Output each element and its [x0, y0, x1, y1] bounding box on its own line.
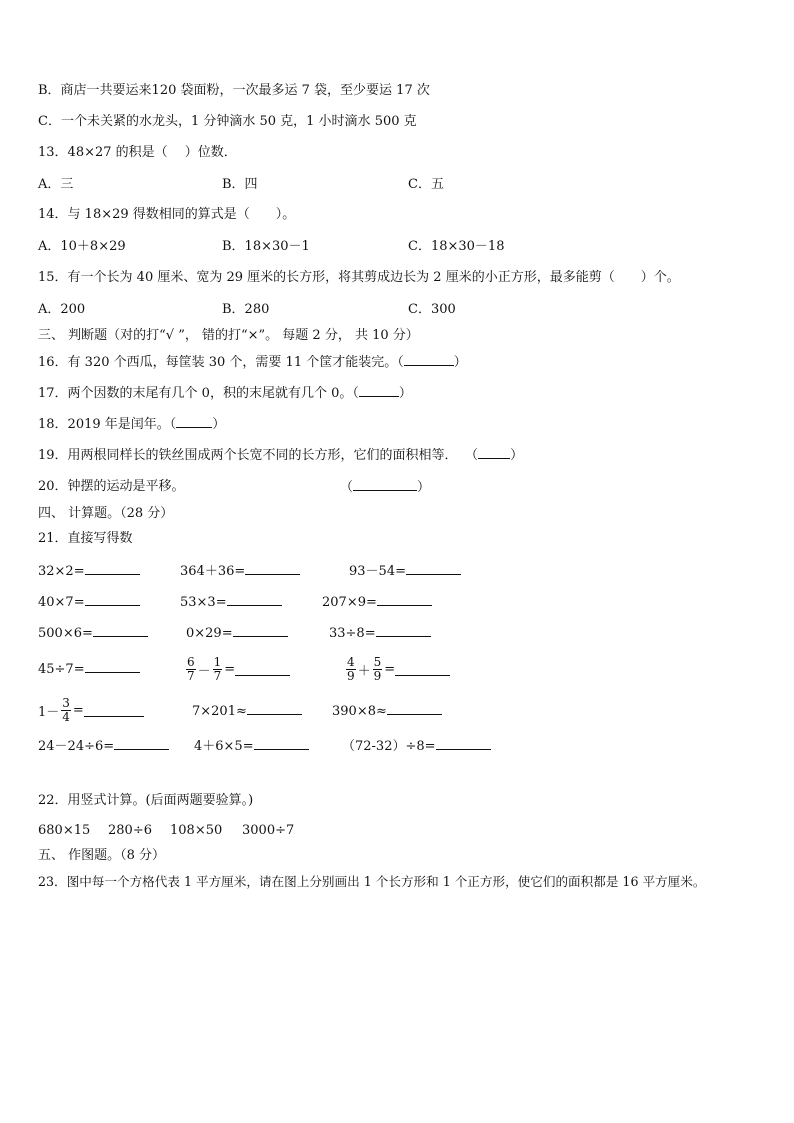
- question-21: 21．直接写得数: [38, 531, 133, 546]
- answer-blank[interactable]: [387, 702, 442, 715]
- denominator: 4: [62, 709, 70, 724]
- answer-blank[interactable]: [377, 593, 432, 606]
- paren-open: （: [397, 355, 404, 370]
- q15-option-b: B．280: [222, 302, 270, 317]
- fraction: [373, 656, 383, 683]
- calc-item: [38, 593, 140, 612]
- fraction: [186, 656, 196, 683]
- section-3-heading: 三、 判断题（对的打“√ ”， 错的打“×”。 每题 2 分， 共 10 分）: [38, 328, 419, 343]
- section-5-heading: 五、 作图题。（8 分）: [38, 848, 166, 863]
- paren-close: ）: [212, 417, 226, 432]
- q20-text: 20．钟摆的运动是平移。: [38, 479, 185, 494]
- denominator: 7: [187, 668, 195, 683]
- calc-item: [186, 624, 288, 643]
- calc-expression: 24－24÷6=: [38, 739, 115, 754]
- calc-expression: 364＋36=: [180, 564, 246, 579]
- question-16: [38, 353, 467, 372]
- calc-expression: 40×7=: [38, 595, 85, 610]
- equals: =: [72, 702, 84, 718]
- question-20: [38, 478, 185, 496]
- calc-expression: 45÷7=: [38, 662, 85, 677]
- operator: －: [197, 663, 211, 679]
- q22-item: 108×50: [170, 823, 223, 838]
- q22-item: 680×15: [38, 823, 91, 838]
- question-17: [38, 384, 412, 403]
- paren-close: ）: [453, 355, 467, 370]
- fraction: [346, 656, 356, 683]
- question-15: 15．有一个长为 40 厘米、宽为 29 厘米的长方形，将其剪成边长为 2 厘米的小正方形，最多能剪（ ）个。: [38, 270, 680, 285]
- answer-blank[interactable]: [85, 660, 140, 673]
- q17-answer-blank[interactable]: [359, 384, 399, 397]
- answer-blank[interactable]: [235, 663, 290, 676]
- calc-item: [192, 702, 302, 721]
- q18-answer-paren[interactable]: [170, 417, 226, 432]
- calc-item: [194, 737, 309, 756]
- calc-expression: 390×8≈: [332, 704, 387, 719]
- question-13: 13．48×27 的积是（ ）位数．: [38, 145, 237, 160]
- answer-blank[interactable]: [114, 737, 169, 750]
- answer-blank[interactable]: [436, 737, 491, 750]
- calc-expression: （72-32）÷8=: [342, 739, 436, 754]
- q19-answer-blank[interactable]: [478, 446, 510, 459]
- q14-option-a: A．10＋8×29: [38, 239, 126, 254]
- answer-blank[interactable]: [247, 702, 302, 715]
- calc-item-fraction-subtract: [184, 652, 290, 686]
- paren-open: （: [340, 480, 354, 495]
- q17-text: 17．两个因数的末尾有几个 0，积的末尾就有几个 0。: [38, 386, 353, 401]
- q17-answer-paren[interactable]: [352, 386, 412, 401]
- calc-item: [349, 562, 461, 581]
- answer-blank[interactable]: [227, 593, 282, 606]
- numerator: 4: [347, 654, 355, 669]
- calc-expression: 1－: [38, 704, 60, 720]
- q22-item: 280÷6: [108, 823, 152, 838]
- answer-blank[interactable]: [233, 624, 288, 637]
- question-23: 23．图中每一个方格代表 1 平方厘米，请在图上分别画出 1 个长方形和 1 个正方形，使它们的面积都是 16 平方厘米。: [38, 874, 706, 889]
- calc-item: [180, 593, 282, 612]
- q15-option-a: A．200: [38, 302, 86, 317]
- answer-blank[interactable]: [406, 562, 461, 575]
- q20-answer-paren[interactable]: [340, 478, 430, 497]
- q13-option-b: B．四: [222, 177, 258, 192]
- calc-item: [180, 562, 300, 581]
- denominator: 7: [213, 668, 222, 683]
- numerator: 5: [373, 654, 382, 669]
- calc-item: [38, 624, 148, 643]
- paren-close: ）: [417, 480, 431, 495]
- q19-text: 19．用两根同样长的铁丝围成两个长宽不同的长方形，它们的面积相等．: [38, 448, 458, 463]
- operator: ＋: [357, 663, 371, 679]
- calc-item-one-minus-fraction: [38, 693, 144, 727]
- option-b-line: B．商店一共要运来120 袋面粉，一次最多运 7 袋，至少要运 17 次: [38, 83, 430, 98]
- calc-expression: 0×29=: [186, 626, 233, 641]
- answer-blank[interactable]: [245, 562, 300, 575]
- question-19: [38, 446, 523, 465]
- q16-answer-paren[interactable]: [397, 355, 467, 370]
- numerator: 1: [213, 654, 222, 669]
- q14-option-c: C．18×30－18: [408, 239, 505, 254]
- q16-answer-blank[interactable]: [404, 353, 454, 366]
- option-c-line: C．一个未关紧的水龙头，1 分钟滴水 50 克，1 小时滴水 500 克: [38, 114, 417, 129]
- calc-expression: 33÷8=: [329, 626, 376, 641]
- calc-item: [322, 593, 432, 612]
- answer-blank[interactable]: [85, 562, 140, 575]
- q15-option-c: C．300: [408, 302, 456, 317]
- q14-option-b: B．18×30－1: [222, 239, 310, 254]
- paren-open: （: [352, 386, 359, 401]
- calc-expression: 7×201≈: [192, 704, 247, 719]
- section-4-heading: 四、 计算题。（28 分）: [38, 506, 174, 521]
- answer-blank[interactable]: [254, 737, 309, 750]
- calc-expression: 207×9=: [322, 595, 377, 610]
- q13-option-a: A．三: [38, 177, 74, 192]
- question-14: 14．与 18×29 得数相同的算式是（ ）。: [38, 207, 296, 222]
- calc-item: [332, 702, 442, 721]
- question-18: [38, 415, 225, 434]
- calc-item: [38, 562, 140, 581]
- calc-expression: 93－54=: [349, 564, 406, 579]
- answer-blank[interactable]: [376, 624, 431, 637]
- numerator: 3: [62, 695, 70, 710]
- q22-item: 3000÷7: [242, 823, 295, 838]
- q18-text: 18．2019 年是闰年。: [38, 417, 170, 432]
- numerator: 6: [187, 654, 195, 669]
- question-22: 22．用竖式计算。(后面两题要验算。): [38, 793, 254, 808]
- calc-expression: 32×2=: [38, 564, 85, 579]
- calc-item: [38, 660, 140, 679]
- q20-answer-blank[interactable]: [353, 478, 417, 491]
- calc-item: [342, 737, 491, 756]
- fraction: [61, 697, 71, 724]
- q19-answer-paren[interactable]: [472, 448, 524, 463]
- paren-open: （: [471, 448, 479, 463]
- calc-item: [38, 737, 169, 756]
- q18-answer-blank[interactable]: [176, 415, 212, 428]
- calc-item-fraction-add: [344, 652, 450, 686]
- q13-option-c: C．五: [408, 177, 444, 192]
- denominator: 9: [373, 668, 382, 683]
- answer-blank[interactable]: [93, 624, 148, 637]
- equals: =: [384, 661, 396, 677]
- calc-expression: 500×6=: [38, 626, 93, 641]
- calc-item: [329, 624, 431, 643]
- q16-text: 16．有 320 个西瓜，每筐装 30 个，需要 11 个筐才能装完。: [38, 355, 398, 370]
- paren-open: （: [169, 417, 177, 432]
- paren-close: ）: [510, 448, 524, 463]
- equals: =: [224, 661, 236, 677]
- answer-blank[interactable]: [84, 704, 144, 717]
- calc-expression: 4＋6×5=: [194, 739, 254, 754]
- calc-expression: 53×3=: [180, 595, 227, 610]
- answer-blank[interactable]: [395, 663, 450, 676]
- denominator: 9: [347, 668, 355, 683]
- paren-close: ）: [398, 386, 412, 401]
- answer-blank[interactable]: [85, 593, 140, 606]
- fraction: [213, 656, 223, 683]
